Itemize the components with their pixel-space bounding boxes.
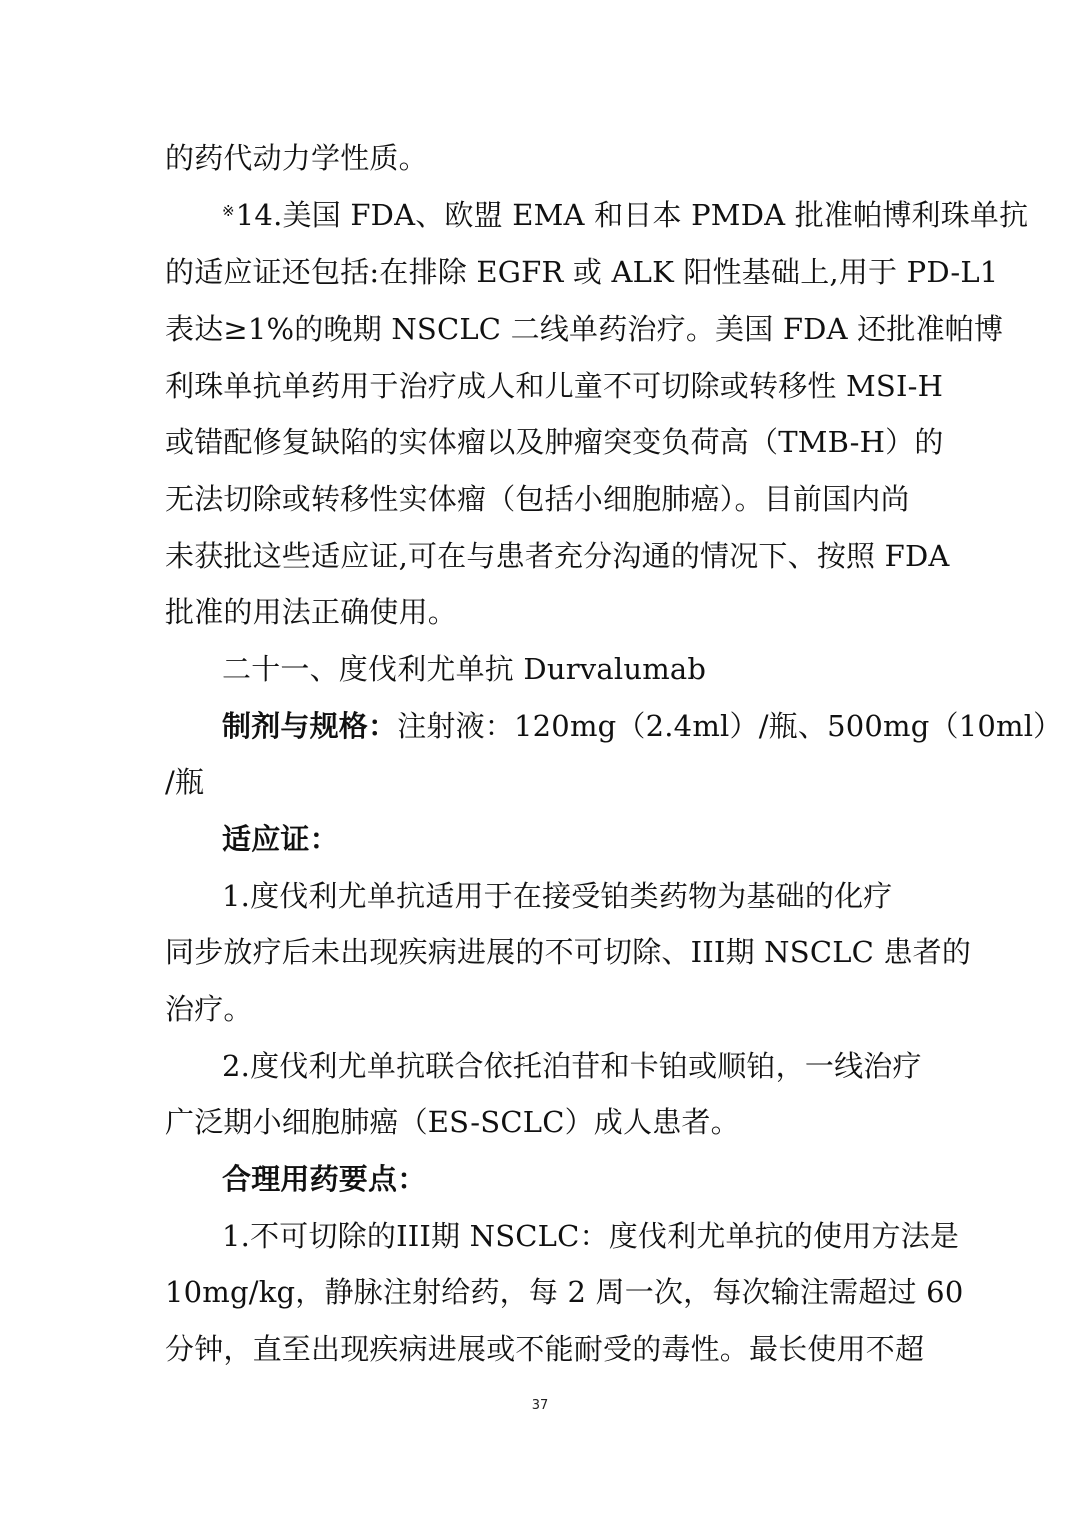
body-text-line: 的药代动力学性质。: [165, 141, 428, 175]
body-text-line: 制剂与规格：注射液：120mg（2.4ml）/瓶、500mg（10ml）: [222, 709, 1063, 743]
page-number: 37: [531, 1398, 549, 1413]
body-text-line: 利珠单抗单药用于治疗成人和儿童不可切除或转移性 MSI-H: [165, 369, 944, 403]
body-text-line: 批准的用法正确使用。: [165, 595, 458, 629]
body-text-line: 分钟，直至出现疾病进展或不能耐受的毒性。最长使用不超: [165, 1332, 925, 1366]
subsection-heading: 合理用药要点：: [222, 1162, 427, 1196]
body-text-line: 无法切除或转移性实体瘤（包括小细胞肺癌）。目前国内尚: [165, 482, 910, 516]
body-text-line: 10mg/kg，静脉注射给药，每 2 周一次，每次输注需超过 60: [165, 1275, 964, 1309]
body-text-line: ※14.美国 FDA、欧盟 EMA 和日本 PMDA 批准帕博利珠单抗: [222, 198, 1029, 232]
body-text-line: 表达≥1%的晚期 NSCLC 二线单药治疗。美国 FDA 还批准帕博: [165, 312, 1004, 346]
body-text-line: 未获批这些适应证,可在与患者充分沟通的情况下、按照 FDA: [165, 539, 950, 573]
subsection-heading: 适应证：: [222, 822, 339, 856]
body-text-line: 治疗。: [165, 992, 253, 1026]
body-text-line: 1.度伐利尤单抗适用于在接受铂类药物为基础的化疗: [222, 879, 893, 913]
body-text-line: 或错配修复缺陷的实体瘤以及肿瘤突变负荷高（TMB-H）的: [165, 425, 944, 459]
body-text-line: 同步放疗后未出现疾病进展的不可切除、III期 NSCLC 患者的: [165, 935, 972, 969]
body-text-line: /瓶: [165, 765, 205, 799]
body-text-line: 1.不可切除的III期 NSCLC：度伐利尤单抗的使用方法是: [222, 1219, 960, 1253]
body-text-line: 的适应证还包括:在排除 EGFR 或 ALK 阳性基础上,用于 PD-L1: [165, 255, 999, 289]
field-label: 制剂与规格：: [222, 709, 398, 743]
body-text-line: 2.度伐利尤单抗联合依托泊苷和卡铂或顺铂，一线治疗: [222, 1049, 922, 1083]
reference-mark: ※: [222, 202, 235, 220]
body-text-line: 广泛期小细胞肺癌（ES-SCLC）成人患者。: [165, 1105, 740, 1139]
section-heading: 二十一、度伐利尤单抗 Durvalumab: [222, 652, 707, 686]
